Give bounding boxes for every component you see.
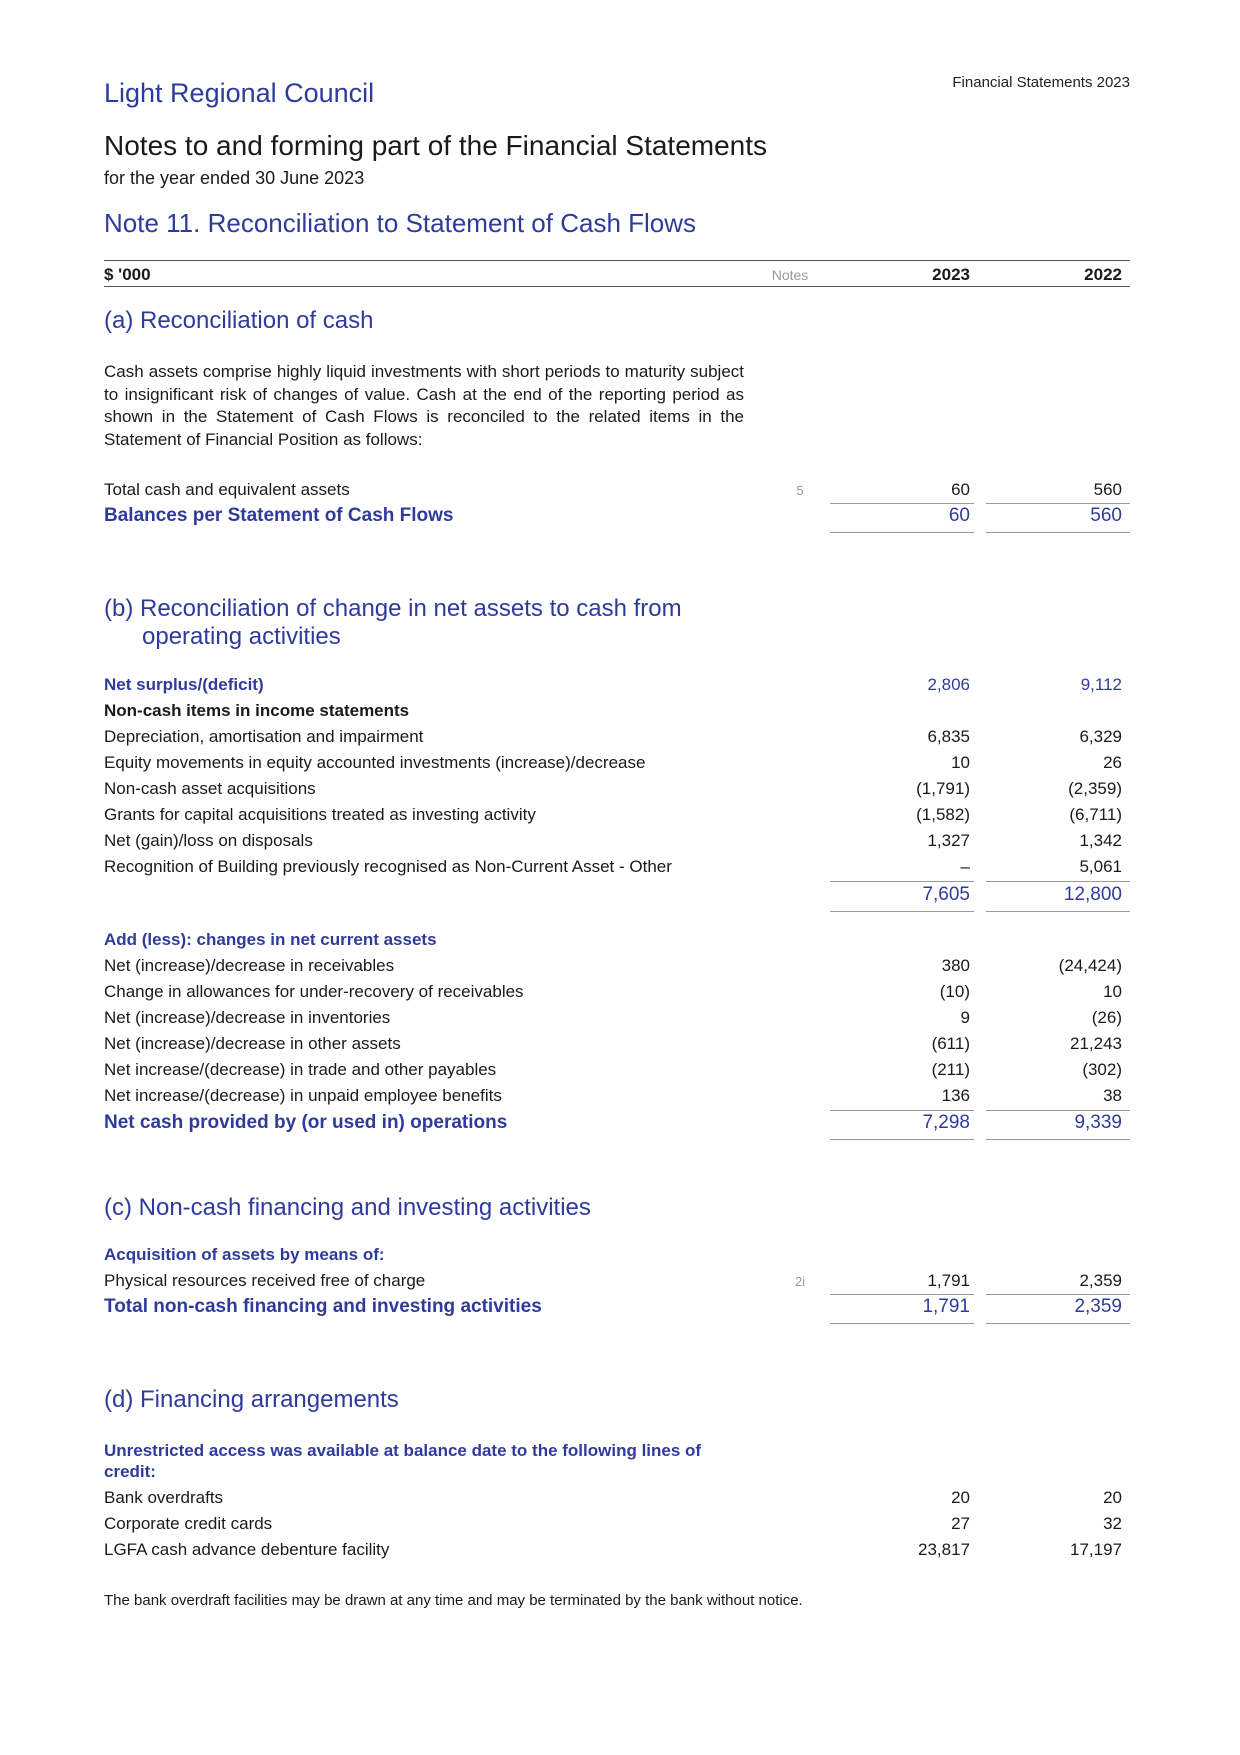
total-2022: 9,339 [1074,1112,1122,1133]
section-a-heading: (a) Reconciliation of cash [104,307,374,334]
value-2022: 560 [1093,480,1122,499]
table-row [104,1271,1130,1295]
row-label: Physical resources received free of charge [104,1271,426,1290]
note-title: Note 11. Reconciliation to Statement of Cash Flows [104,208,697,238]
value-2022: 21,243 [1070,1034,1122,1053]
table-row [104,1540,1130,1564]
total-2022: 560 [1090,505,1122,526]
value-2022: 9,112 [1080,675,1122,694]
value-2022: 2,359 [1079,1271,1122,1290]
table-row [104,753,1130,777]
rule [986,503,1130,504]
value-2022: 32 [1103,1514,1122,1533]
net-surplus-row [104,675,1130,699]
row-label: Recognition of Building previously recognised as Non-Current Asset - Other [104,857,672,876]
section-b-heading-line2: operating activities [142,623,341,650]
table-row [104,831,1130,855]
acquisition-heading: Acquisition of assets by means of: [104,1245,385,1264]
table-row [104,1086,1130,1110]
row-note-ref: 5 [796,483,804,498]
value-2022: 5,061 [1079,857,1122,876]
subtotal-2023: 7,605 [922,884,970,905]
table-row [104,1034,1130,1058]
value-2023: 136 [941,1086,970,1105]
value-2023: (211) [931,1060,970,1079]
value-2023: 27 [951,1514,970,1533]
unit-label: $ '000 [104,265,151,284]
value-2023: 23,817 [918,1540,970,1559]
value-2023: 380 [941,956,970,975]
notes-column-header: Notes [771,267,809,283]
table-row [104,1514,1130,1538]
row-label: LGFA cash advance debenture facility [104,1540,390,1559]
value-2023: 6,835 [927,727,970,746]
total-label: Total non-cash financing and investing activities [104,1296,542,1317]
row-label: Net surplus/(deficit) [104,675,264,694]
table-row [104,727,1130,751]
row-label: Net increase/(decrease) in trade and other payables [104,1060,497,1079]
value-2023: (1,582) [916,805,970,824]
subtotal-2022: 12,800 [1063,884,1122,905]
table-header-bottom-rule [104,286,1130,287]
row-label: Depreciation, amortisation and impairment [104,727,424,746]
rule [986,1139,1130,1140]
value-2023: 60 [951,480,970,499]
row-label: Net (increase)/decrease in other assets [104,1034,401,1053]
table-row [104,779,1130,803]
changes-heading: Add (less): changes in net current assets [104,930,437,949]
rule [986,1110,1130,1111]
row-label: Change in allowances for under-recovery of receivables [104,982,524,1001]
section-a-paragraph: Cash assets comprise highly liquid investments with short periods to maturity subject to insignificant risk of changes of value. Cash at the end of the reporting period as shown in the Statement of Cash Flows is reconciled to the related items in the Statement of Financial Position as follows: [104,362,744,449]
row-note-ref: 2i [794,1274,806,1289]
value-2023: (1,791) [916,779,970,798]
footnote: The bank overdraft facilities may be drawn at any time and may be terminated by the bank without notice. [104,1592,803,1609]
row-label: Net increase/(decrease) in unpaid employee benefits [104,1086,502,1105]
value-2022: 26 [1103,753,1122,772]
total-row [104,1296,1130,1320]
rule [986,911,1130,912]
organisation-name: Light Regional Council [104,78,375,108]
subtotal-row [104,884,1130,908]
subheading-row [104,930,1130,954]
rule [986,881,1130,882]
value-2023: 20 [951,1488,970,1507]
value-2023: 9 [960,1008,970,1027]
value-2023: (611) [931,1034,970,1053]
value-2022: (6,711) [1069,805,1122,824]
page-title: Notes to and forming part of the Financial Statements [104,130,768,161]
row-label: Bank overdrafts [104,1488,224,1507]
value-2022: 6,329 [1079,727,1122,746]
table-row [104,956,1130,980]
non-cash-heading: Non-cash items in income statements [104,701,410,720]
rule [830,1110,974,1111]
row-label: Net (increase)/decrease in inventories [104,1008,391,1027]
total-2023: 7,298 [922,1112,970,1133]
rule [986,1294,1130,1295]
rule [830,503,974,504]
rule [830,1323,974,1324]
rule [986,532,1130,533]
row-label: Equity movements in equity accounted investments (increase)/decrease [104,753,646,772]
subheading-row [104,1245,1130,1269]
table-header-top-rule [104,260,1130,261]
subheading-row [104,701,1130,725]
table-row [104,982,1130,1006]
column-2022-header: 2022 [1084,265,1122,284]
total-row [104,505,1130,529]
value-2023: (10) [939,982,970,1001]
value-2022: (2,359) [1068,779,1122,798]
credit-lines-heading-line2: credit: [104,1462,156,1481]
value-2022: 1,342 [1079,831,1122,850]
table-row [104,1060,1130,1084]
total-label: Balances per Statement of Cash Flows [104,505,454,526]
total-2023: 1,791 [922,1296,970,1317]
rule [830,911,974,912]
rule [830,1139,974,1140]
total-label: Net cash provided by (or used in) operations [104,1112,508,1133]
table-row [104,805,1130,829]
value-2023: 1,327 [927,831,970,850]
value-2023: – [960,857,970,876]
row-label: Corporate credit cards [104,1514,273,1533]
credit-lines-heading-line1: Unrestricted access was available at balance date to the following lines of [104,1441,702,1460]
section-d-heading: (d) Financing arrangements [104,1386,399,1413]
row-label: Net (gain)/loss on disposals [104,831,313,850]
page-subtitle: for the year ended 30 June 2023 [104,168,365,188]
value-2022: 17,197 [1070,1540,1122,1559]
section-b-heading-line1: (b) Reconciliation of change in net assets to cash from [104,595,682,622]
value-2022: (26) [1091,1008,1122,1027]
rule [830,881,974,882]
row-label: Grants for capital acquisitions treated as investing activity [104,805,536,824]
value-2023: 10 [951,753,970,772]
value-2022: (24,424) [1058,956,1122,975]
value-2022: 20 [1103,1488,1122,1507]
total-2023: 60 [948,505,970,526]
rule [830,532,974,533]
total-2022: 2,359 [1074,1296,1122,1317]
document-label: Financial Statements 2023 [952,74,1130,91]
table-row [104,857,1130,881]
section-b-heading [104,595,682,651]
rule [986,1323,1130,1324]
value-2022: 38 [1103,1086,1122,1105]
table-row [104,480,1130,504]
total-row [104,1112,1130,1136]
credit-lines-heading [104,1440,701,1482]
table-row [104,1008,1130,1032]
column-2023-header: 2023 [932,265,970,284]
value-2023: 2,806 [927,675,970,694]
value-2022: 10 [1103,982,1122,1001]
value-2023: 1,791 [927,1271,970,1290]
row-label: Total cash and equivalent assets [104,480,350,499]
value-2022: (302) [1082,1060,1122,1079]
row-label: Net (increase)/decrease in receivables [104,956,395,975]
rule [830,1294,974,1295]
section-c-heading: (c) Non-cash financing and investing activities [104,1194,591,1221]
table-row [104,1488,1130,1512]
row-label: Non-cash asset acquisitions [104,779,316,798]
